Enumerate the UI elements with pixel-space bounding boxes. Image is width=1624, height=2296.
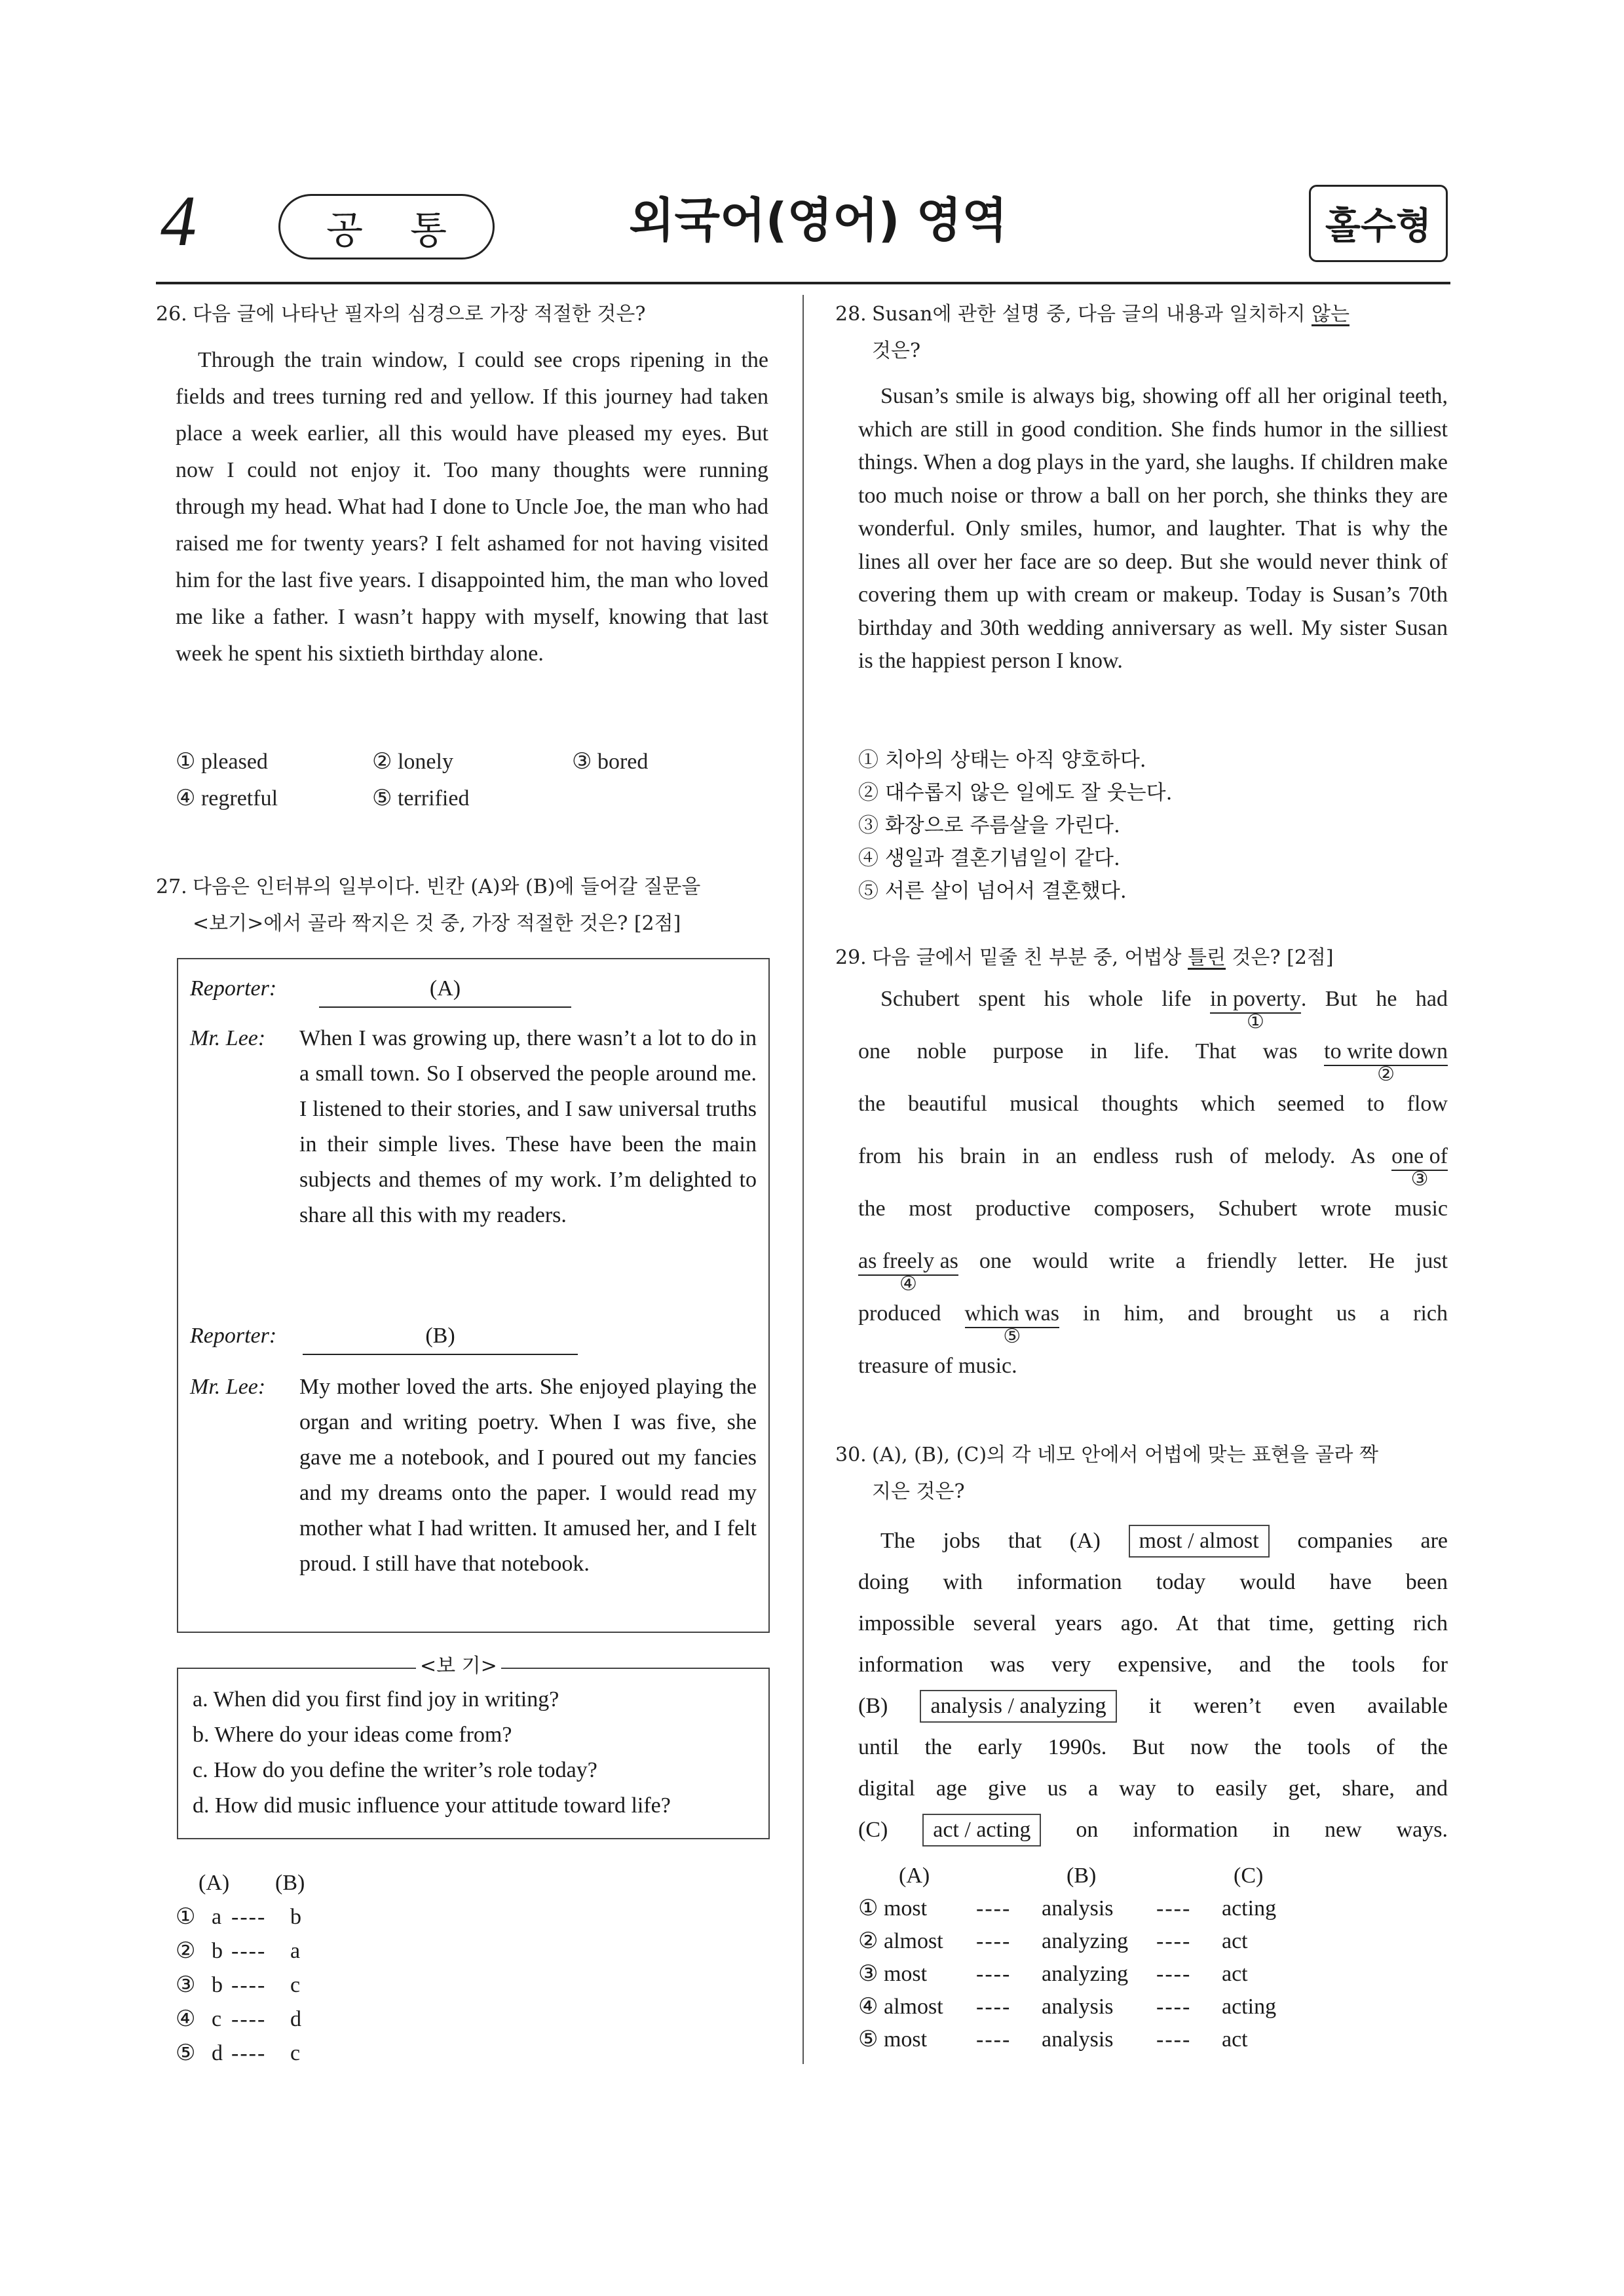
q29-underline-5 bbox=[964, 1301, 1059, 1347]
q30-answer-dash2: ---- bbox=[1156, 1896, 1192, 1921]
q29-line-8: treasure of music. bbox=[858, 1354, 1017, 1378]
q28-passage-text: Susan’s smile is always big, showing off all her original teeth, which are still in good condition. She finds humor in the silliest things. When a dog plays in the yard, she laughs. If children make too much noise or throw a ball on her porch, she thinks they are wonderful. Only smiles, humor, and laughter. That is why the lines all over her face are so deep. But she would never think of covering them up with cream or makeup. Today is Susan’s 70th birthday and 30th wedding anniversary as well. My sister Susan is the happiest person I know. bbox=[858, 384, 1448, 673]
q26-choice-2[interactable]: ② lonely bbox=[372, 750, 453, 774]
q28-number: 28. bbox=[835, 303, 867, 326]
q29-stem-text: 다음 글에서 밑줄 친 부분 중, 어법상 bbox=[872, 946, 1182, 969]
q30-answer-a: ⑤ most bbox=[858, 2027, 928, 2052]
bogi-item-a: a. When did you first find joy in writing? bbox=[193, 1687, 559, 1712]
q27-col-a: (A) bbox=[198, 1871, 230, 1895]
q30-answer-c: act bbox=[1222, 1929, 1248, 1953]
q30-answer-c: acting bbox=[1222, 1896, 1277, 1921]
q29-line-5: the most productive composers, Schubert wrote music bbox=[858, 1196, 1448, 1221]
column-divider bbox=[803, 295, 804, 2064]
q29-text: one would write a friendly letter. He just bbox=[979, 1249, 1448, 1273]
common-label-left: 공 bbox=[326, 208, 364, 252]
q30-answer-dash2: ---- bbox=[1156, 1962, 1192, 1986]
subject-title: 외국어(영어) 영역 bbox=[629, 193, 1008, 248]
q29-marker-2: ② bbox=[1377, 1063, 1395, 1085]
q29-line-7 bbox=[858, 1301, 1448, 1347]
bogi-item-b: b. Where do your ideas come from? bbox=[193, 1723, 512, 1747]
q29-marker-5: ⑤ bbox=[1003, 1326, 1021, 1347]
q26-choice-5[interactable]: ⑤ terrified bbox=[372, 786, 470, 811]
q30-text: companies are bbox=[1297, 1529, 1448, 1553]
q30-answer-b: analysis bbox=[1042, 1995, 1114, 2019]
q30-answer-c: acting bbox=[1222, 1995, 1277, 2019]
q30-answer-b: analysis bbox=[1042, 1896, 1114, 1921]
q29-line-3: the beautiful musical thoughts which seemed to flow bbox=[858, 1092, 1448, 1116]
q30-answer-b: analysis bbox=[1042, 2027, 1114, 2052]
q27-answer-b: a bbox=[290, 1939, 301, 1963]
reporter-label: Reporter: bbox=[190, 976, 277, 1001]
q27-answer-b: c bbox=[290, 2041, 301, 2065]
q29-stem bbox=[835, 940, 1454, 976]
q27-stem bbox=[156, 869, 785, 942]
q29-text: in him, and brought us a rich bbox=[1083, 1301, 1448, 1326]
q29-underline-2 bbox=[1324, 1039, 1448, 1085]
q26-number: 26. bbox=[156, 303, 187, 326]
q30-passage bbox=[858, 1520, 1448, 1850]
q27-stem-line2: <보기>에서 골라 짝지은 것 중, 가장 적절한 것은? [2점] bbox=[193, 912, 681, 935]
q29-stem-post: 것은? [2점] bbox=[1232, 946, 1334, 969]
q29-marker-1: ① bbox=[1246, 1011, 1264, 1033]
q30-line-6: until the early 1990s. But now the tools of the bbox=[858, 1735, 1448, 1759]
header-rule bbox=[156, 282, 1450, 284]
q28-stem-underlined: 않는 bbox=[1311, 303, 1350, 326]
bogi-box bbox=[177, 1668, 770, 1839]
q30-answer-c: act bbox=[1222, 1962, 1248, 1986]
q30-line-2: doing with information today would have been bbox=[858, 1570, 1448, 1594]
q29-underlined-text: to write down bbox=[1324, 1039, 1448, 1063]
q28-choice-1[interactable]: ① 치아의 상태는 아직 양호하다. bbox=[858, 748, 1146, 772]
q30-answer-dash1: ---- bbox=[976, 1929, 1011, 1953]
q27-answer-b: b bbox=[290, 1905, 301, 1929]
q30-line-8 bbox=[858, 1809, 1448, 1850]
q28-stem-text: Susan에 관한 설명 중, 다음 글의 내용과 일치하지 bbox=[872, 303, 1306, 326]
q26-stem bbox=[156, 296, 785, 333]
q27-answer-dash: ---- bbox=[231, 1973, 267, 1997]
q27-answer-a: d bbox=[212, 2041, 223, 2065]
q27-answer-num: ① bbox=[176, 1905, 196, 1929]
q30-stem-line2: 지은 것은? bbox=[872, 1480, 965, 1503]
q30-answer-dash1: ---- bbox=[976, 1995, 1011, 2019]
q30-box-b: analysis / analyzing bbox=[920, 1690, 1116, 1723]
q27-answer-table bbox=[176, 1866, 438, 2076]
q27-answer-dash: ---- bbox=[231, 1905, 267, 1929]
q27-answer-num: ⑤ bbox=[176, 2041, 196, 2065]
q30-text: The jobs that (A) bbox=[880, 1529, 1101, 1553]
q26-choices bbox=[176, 744, 768, 822]
bogi-label: <보 기> bbox=[416, 1653, 501, 1679]
bogi-item-d: d. How did music influence your attitude toward life? bbox=[193, 1793, 671, 1818]
q27-answer-dash: ---- bbox=[231, 1939, 267, 1963]
q30-box-c: act / acting bbox=[922, 1814, 1041, 1846]
q30-text: it weren’t even available bbox=[1148, 1694, 1448, 1718]
bogi-item-c: c. How do you define the writer’s role today? bbox=[193, 1758, 597, 1782]
q30-stem-line1: (A), (B), (C)의 각 네모 안에서 어법에 맞는 표현을 골라 짝 bbox=[872, 1444, 1378, 1466]
reporter-label-2: Reporter: bbox=[190, 1324, 277, 1348]
q28-passage bbox=[858, 380, 1448, 678]
q29-line-4 bbox=[858, 1143, 1448, 1190]
q30-line-4: information was very expensive, and the tools for bbox=[858, 1653, 1448, 1677]
q29-text: Schubert spent his whole life bbox=[880, 987, 1192, 1011]
q29-underlined-text: in poverty bbox=[1210, 987, 1301, 1011]
q29-marker-4: ④ bbox=[899, 1273, 917, 1295]
q29-text: . But he had bbox=[1300, 987, 1448, 1011]
q30-col-b: (B) bbox=[1067, 1864, 1097, 1888]
page-number: 4 bbox=[161, 181, 197, 261]
q28-choice-2[interactable]: ② 대수롭지 않은 일에도 잘 웃는다. bbox=[858, 781, 1173, 805]
q29-number: 29. bbox=[835, 946, 867, 969]
q27-stem-line1: 다음은 인터뷰의 일부이다. 빈칸 (A)와 (B)에 들어갈 질문을 bbox=[193, 875, 701, 898]
q26-choice-4[interactable]: ④ regretful bbox=[176, 786, 278, 811]
q26-passage-text: Through the train window, I could see crops ripening in the fields and trees turning red and yellow. If this journey had taken place a week earlier, all this would have pleased my eyes. But now I could not enjoy it. Too many thoughts were running through my head. What had I done to Uncle Joe, the man who had raised me for twenty years? I felt ashamed for not having visited him for the last five years. I disappointed him, the man who loved me like a father. I wasn’t happy with myself, knowing that last week he spent his sixtieth birthday alone. bbox=[176, 348, 768, 666]
q30-col-c: (C) bbox=[1234, 1864, 1264, 1888]
q29-underlined-text: one of bbox=[1391, 1144, 1448, 1168]
q30-answer-a: ④ almost bbox=[858, 1995, 943, 2019]
form-type-badge: 홀수형 bbox=[1309, 185, 1448, 262]
q27-answer-a: c bbox=[212, 2007, 222, 2031]
q30-answer-c: act bbox=[1222, 2027, 1248, 2052]
q29-text: one noble purpose in life. That was bbox=[858, 1039, 1298, 1063]
q30-answer-dash1: ---- bbox=[976, 1896, 1011, 1921]
q29-line-2 bbox=[858, 1039, 1448, 1085]
q30-stem bbox=[835, 1437, 1454, 1510]
q29-underline-1 bbox=[1210, 986, 1301, 1033]
mrlee-answer-2: My mother loved the arts. She enjoyed playing the organ and writing poetry. When I was five, she gave me a notebook, and I poured out my fancies and my dreams onto the paper. I would read my mother what I had written. It amused her, and I felt proud. I still have that notebook. bbox=[299, 1375, 757, 1576]
q29-text: from his brain in an endless rush of melody. As bbox=[858, 1144, 1376, 1168]
q28-choice-3[interactable]: ③ 화장으로 주름살을 가린다. bbox=[858, 814, 1120, 837]
q30-line-3: impossible several years ago. At that time, getting rich bbox=[858, 1611, 1448, 1636]
q30-answer-a: ① most bbox=[858, 1896, 928, 1921]
q29-underlined-text: as freely as bbox=[858, 1249, 958, 1273]
q28-stem-line2: 것은? bbox=[872, 339, 921, 362]
q30-answer-table bbox=[858, 1860, 1448, 2056]
q30-number: 30. bbox=[835, 1444, 867, 1466]
q30-line-7: digital age give us a way to easily get, share, and bbox=[858, 1776, 1448, 1801]
q27-answer-num: ② bbox=[176, 1939, 196, 1963]
q30-answer-dash1: ---- bbox=[976, 2027, 1011, 2052]
q26-stem-text: 다음 글에 나타난 필자의 심경으로 가장 적절한 것은? bbox=[193, 303, 646, 326]
q27-answer-b: c bbox=[290, 1973, 301, 1997]
q30-col-a: (A) bbox=[899, 1864, 930, 1888]
mrlee-answer-1: When I was growing up, there wasn’t a lot to do in a small town. So I observed the people around me. I listened to their stories, and I saw universal truths in their simple lives. These have been the main subjects and themes of my work. I’m delighted to share all this with my readers. bbox=[299, 1026, 757, 1227]
q29-underline-3 bbox=[1391, 1143, 1448, 1190]
q29-underline-4 bbox=[858, 1248, 958, 1295]
q30-answer-a: ③ most bbox=[858, 1962, 928, 1986]
common-section-label bbox=[278, 194, 495, 259]
q30-line-5 bbox=[858, 1685, 1448, 1727]
q26-passage bbox=[176, 342, 768, 672]
mrlee-label: Mr. Lee: bbox=[190, 1026, 266, 1050]
blank-a: (A) bbox=[319, 971, 571, 1008]
q29-line-1 bbox=[880, 986, 1448, 1033]
q27-number: 27. bbox=[156, 875, 187, 898]
q27-answer-b: d bbox=[290, 2007, 301, 2031]
q27-answer-a: a bbox=[212, 1905, 222, 1929]
q27-answer-a: b bbox=[212, 1939, 223, 1963]
q30-text: (B) bbox=[858, 1694, 888, 1718]
q30-answer-dash2: ---- bbox=[1156, 1929, 1192, 1953]
q27-answer-dash: ---- bbox=[231, 2041, 267, 2065]
q28-choices bbox=[858, 744, 1448, 908]
q26-choice-1[interactable]: ① pleased bbox=[176, 750, 268, 774]
q30-box-a: most / almost bbox=[1129, 1525, 1270, 1558]
q30-text: (C) bbox=[858, 1818, 888, 1842]
common-label-right: 통 bbox=[409, 208, 447, 252]
q28-choice-5[interactable]: ⑤ 서른 살이 넘어서 결혼했다. bbox=[858, 879, 1127, 903]
mrlee-label-2: Mr. Lee: bbox=[190, 1375, 266, 1399]
q30-answer-a: ② almost bbox=[858, 1929, 943, 1953]
q30-answer-dash2: ---- bbox=[1156, 2027, 1192, 2052]
q27-answer-dash: ---- bbox=[231, 2007, 267, 2031]
q26-choice-3[interactable]: ③ bored bbox=[572, 750, 649, 774]
q30-answer-dash1: ---- bbox=[976, 1962, 1011, 1986]
q27-answer-num: ③ bbox=[176, 1973, 196, 1997]
q27-col-b: (B) bbox=[275, 1871, 305, 1895]
q30-answer-b: analyzing bbox=[1042, 1962, 1129, 1986]
q28-stem bbox=[835, 296, 1454, 370]
q30-answer-b: analyzing bbox=[1042, 1929, 1129, 1953]
q30-text: on information in new ways. bbox=[1076, 1818, 1448, 1842]
q29-stem-underlined: 틀린 bbox=[1188, 946, 1226, 969]
q29-text: produced bbox=[858, 1301, 941, 1326]
q29-line-6 bbox=[858, 1248, 1448, 1295]
blank-b: (B) bbox=[303, 1318, 578, 1355]
interview-box bbox=[177, 958, 770, 1633]
q28-choice-4[interactable]: ④ 생일과 결혼기념일이 같다. bbox=[858, 847, 1120, 870]
q30-answer-dash2: ---- bbox=[1156, 1995, 1192, 2019]
q27-answer-a: b bbox=[212, 1973, 223, 1997]
q29-underlined-text: which was bbox=[964, 1301, 1059, 1326]
q30-line-1 bbox=[858, 1520, 1448, 1561]
q27-answer-num: ④ bbox=[176, 2007, 196, 2031]
q29-marker-3: ③ bbox=[1410, 1168, 1429, 1190]
